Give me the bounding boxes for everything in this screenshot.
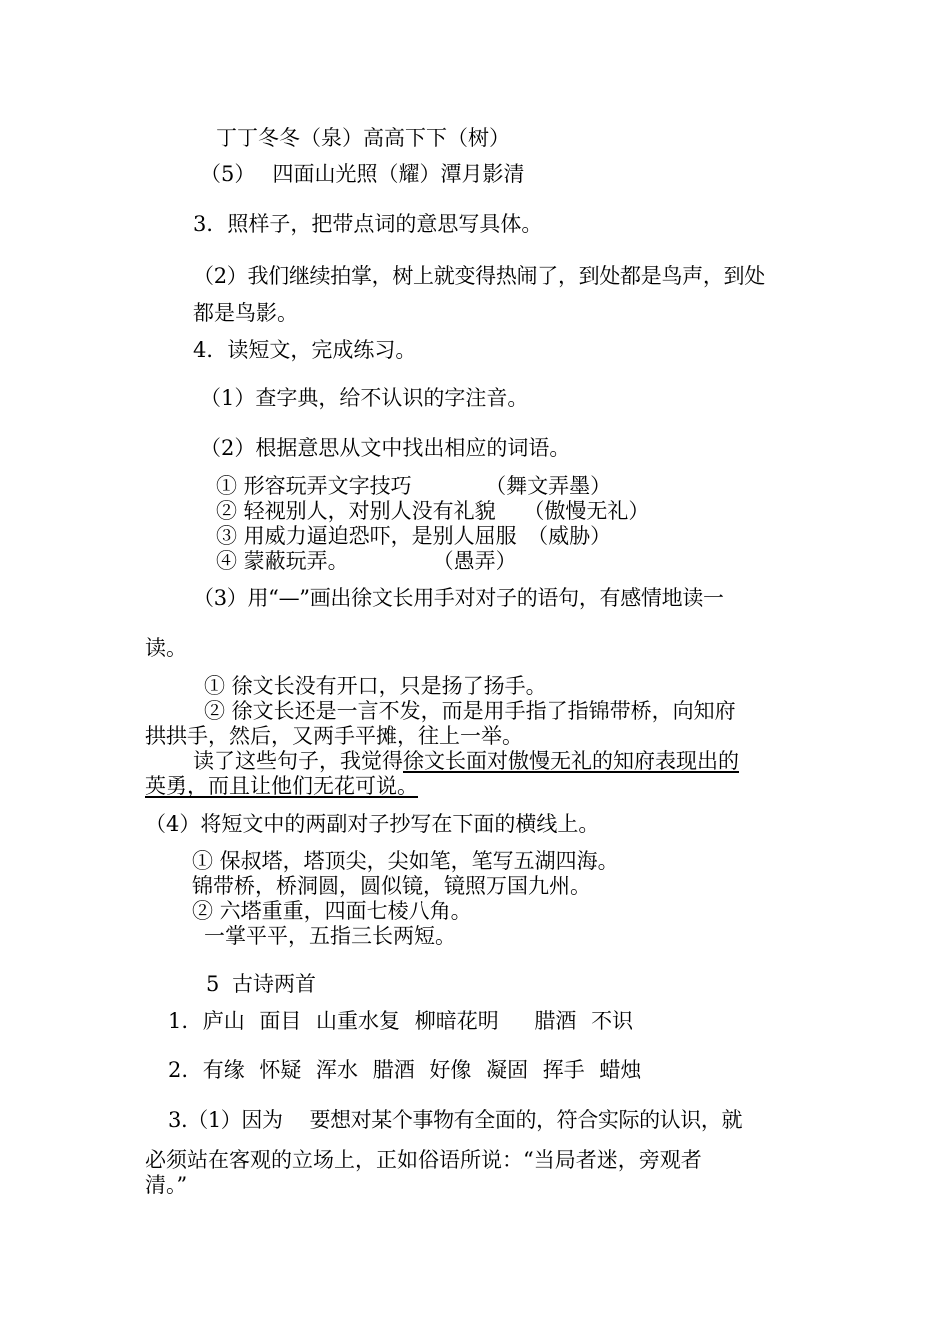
underlined-answer: 徐文长面对傲慢无礼的知府表现出的 [403, 749, 739, 773]
list-item: ② 徐文长还是一言不发，而是用手指了指锦带桥，向知府 [204, 699, 736, 723]
text-line: （1）查字典，给不认识的字注音。 [200, 386, 529, 410]
couplet-line: ① 保叔塔，塔顶尖，尖如笔，笔写五湖四海。 [192, 849, 619, 873]
text-line: 拱拱手，然后，又两手平摊，往上一举。 [145, 724, 523, 748]
list-item: ② 轻视别人，对别人没有礼貌 （傲慢无礼） [216, 499, 650, 523]
word-list: 1. 庐山 面目 山重水复 柳暗花明 腊酒 不识 [168, 1009, 634, 1033]
text-line: 3.（1）因为 要想对某个事物有全面的，符合实际的认识，就 [168, 1108, 743, 1132]
list-item: ① 形容玩弄文字技巧 （舞文弄墨） [216, 474, 612, 498]
word-list: 2. 有缘 怀疑 浑水 腊酒 好像 凝固 挥手 蜡烛 [168, 1058, 642, 1082]
couplet-line: ② 六塔重重，四面七棱八角。 [192, 899, 472, 923]
text-line: 都是鸟影。 [193, 301, 298, 325]
text-line: 读。 [145, 636, 187, 660]
list-item: ④ 蒙蔽玩弄。 （愚弄） [216, 549, 517, 573]
underlined-answer: 英勇，而且让他们无花可说。 [145, 774, 418, 798]
text-line: 清。” [145, 1173, 188, 1197]
text-line: （2）根据意思从文中找出相应的词语。 [200, 436, 571, 460]
text-line: （5） 四面山光照（耀）潭月影清 [200, 162, 525, 186]
list-item: ① 徐文长没有开口，只是扬了扬手。 [204, 674, 547, 698]
text-line: （2）我们继续拍掌，树上就变得热闹了，到处都是鸟声，到处 [193, 264, 765, 288]
section-heading: 3．照样子，把带点词的意思写具体。 [193, 212, 543, 236]
text-line: （3）用“—”画出徐文长用手对对子的语句，有感情地读一 [193, 586, 724, 610]
list-item: ③ 用威力逼迫恐吓，是别人屈服 （威胁） [216, 524, 612, 548]
section-heading: 5 古诗两首 [206, 972, 317, 996]
text-line: 丁丁冬冬（泉）高高下下（树） [216, 126, 510, 150]
couplet-line: 一掌平平，五指三长两短。 [204, 924, 456, 948]
text-segment: 读了这些句子，我觉得 [193, 749, 403, 773]
section-heading: 4．读短文，完成练习。 [193, 338, 417, 362]
text-line: 必须站在客观的立场上，正如俗语所说：“当局者迷，旁观者 [145, 1148, 702, 1172]
text-line: （4）将短文中的两副对子抄写在下面的横线上。 [145, 812, 600, 836]
text-line [193, 747, 739, 775]
couplet-line: 锦带桥，桥洞圆，圆似镜，镜照万国九州。 [192, 874, 591, 898]
